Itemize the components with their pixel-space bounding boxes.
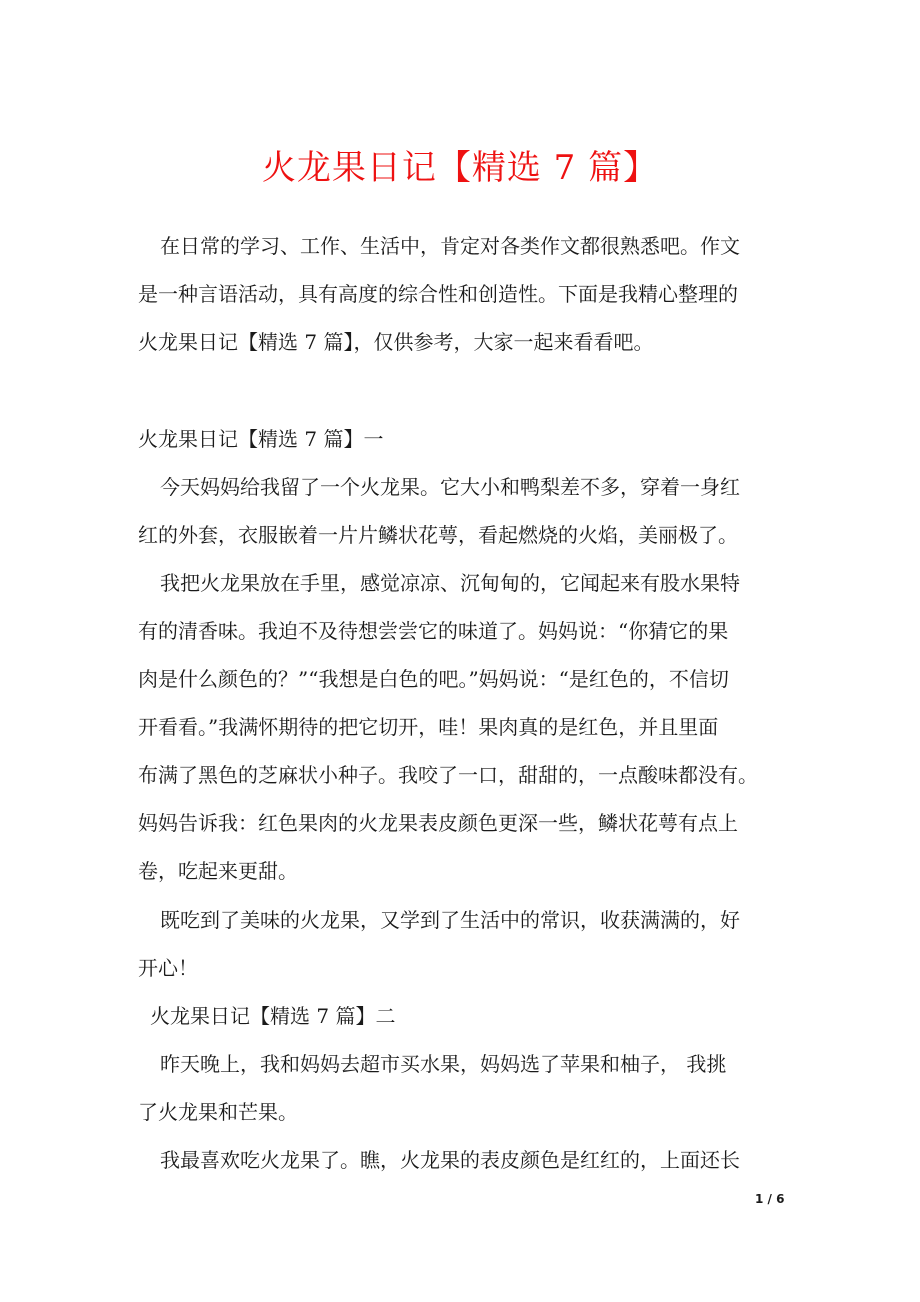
page-number: 1 / 6: [755, 1192, 785, 1206]
paragraph-line: 我把火龙果放在手里，感觉凉凉、沉甸甸的，它闻起来有股水果特: [160, 571, 740, 595]
paragraph-line: 布满了黑色的芝麻状小种子。我咬了一口，甜甜的，一点酸味都没有。: [138, 763, 758, 787]
paragraph-line: 红的外套，衣服嵌着一片片鳞状花萼，看起燃烧的火焰，美丽极了。: [138, 523, 738, 547]
section-heading: 火龙果日记【精选 7 篇】一: [138, 427, 384, 451]
paragraph-line: 开看看。”我满怀期待的把它切开，哇！果肉真的是红色，并且里面: [138, 715, 719, 739]
document-title: 火龙果日记【精选 7 篇】: [261, 148, 659, 188]
paragraph-line: 我最喜欢吃火龙果了。瞧，火龙果的表皮颜色是红红的，上面还长: [160, 1148, 740, 1172]
paragraph-line: 了火龙果和芒果。: [138, 1100, 298, 1124]
paragraph-line: 既吃到了美味的火龙果，又学到了生活中的常识，收获满满的，好: [160, 908, 740, 932]
paragraph-line: 有的清香味。我迫不及待想尝尝它的味道了。妈妈说：“你猜它的果: [138, 619, 729, 643]
section-heading: 火龙果日记【精选 7 篇】二: [150, 1004, 396, 1028]
intro-line: 是一种言语活动，具有高度的综合性和创造性。下面是我精心整理的: [138, 282, 738, 306]
paragraph-line: 今天妈妈给我留了一个火龙果。它大小和鸭梨差不多，穿着一身红: [160, 475, 740, 499]
paragraph-line: 肉是什么颜色的？”“我想是白色的吧。”妈妈说：“是红色的，不信切: [138, 667, 729, 691]
paragraph-line: 妈妈告诉我：红色果肉的火龙果表皮颜色更深一些，鳞状花萼有点上: [138, 811, 738, 835]
paragraph-line: 开心！: [138, 956, 198, 980]
intro-line: 火龙果日记【精选 7 篇】，仅供参考，大家一起来看看吧。: [138, 330, 654, 354]
intro-line: 在日常的学习、工作、生活中，肯定对各类作文都很熟悉吧。作文: [160, 234, 740, 258]
paragraph-line: 昨天晚上，我和妈妈去超市买水果，妈妈选了苹果和柚子， 我挑: [160, 1052, 727, 1076]
paragraph-line: 卷，吃起来更甜。: [138, 859, 298, 883]
